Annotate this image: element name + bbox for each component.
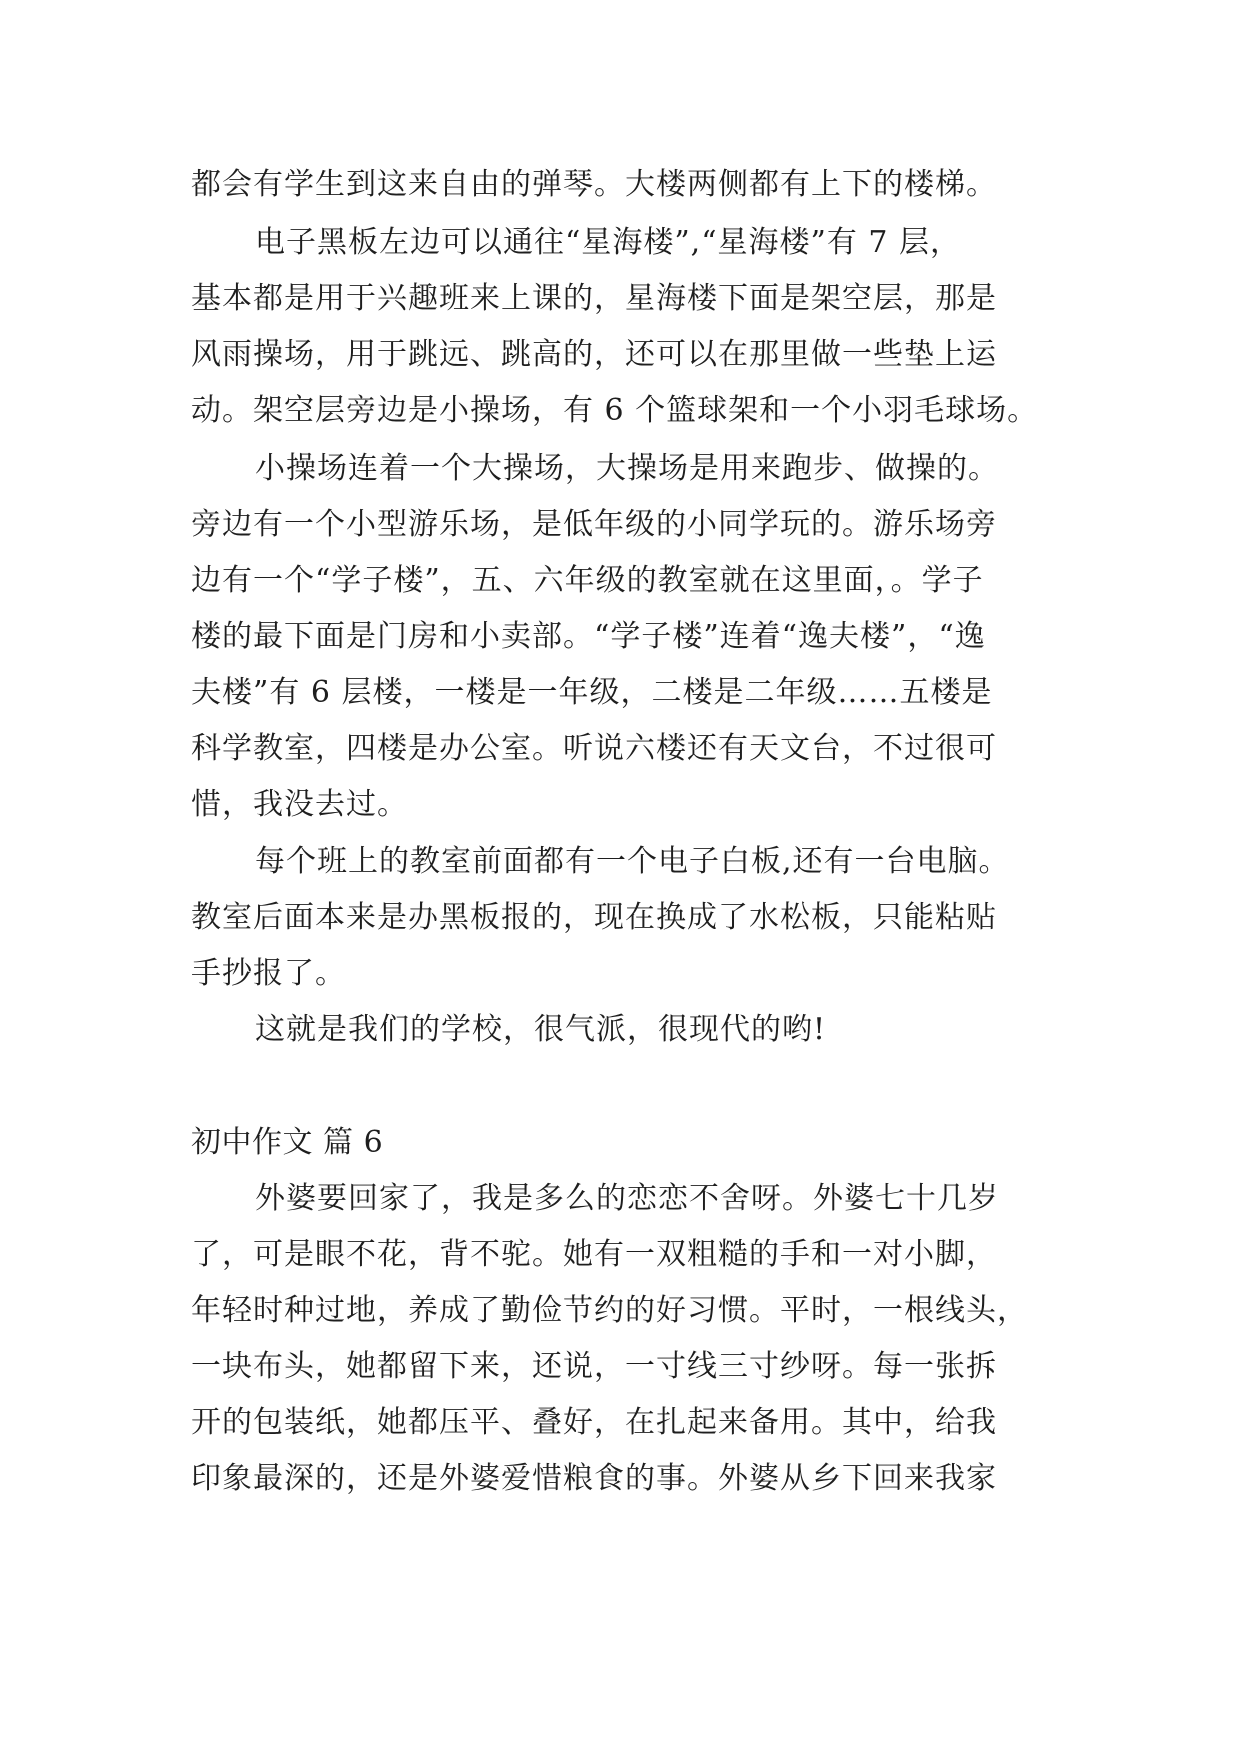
text-line: 惜，我没去过。 xyxy=(191,787,408,822)
paragraph-first-line: 每个班上的教室前面都有一个电子白板,还有一台电脑。 xyxy=(255,844,1010,879)
text-line: 一块布头，她都留下来，还说，一寸线三寸纱呀。每一张拆 xyxy=(191,1349,997,1384)
text-line: 教室后面本来是办黑板报的，现在换成了水松板，只能粘贴 xyxy=(191,900,997,935)
text-line: 开的包装纸，她都压平、叠好，在扎起来备用。其中，给我 xyxy=(191,1405,997,1440)
text-line: 夫楼”有 6 层楼，一楼是一年级，二楼是二年级……五楼是 xyxy=(191,675,993,710)
text-line: 风雨操场，用于跳远、跳高的，还可以在那里做一些垫上运 xyxy=(191,337,997,372)
paragraph-first-line: 小操场连着一个大操场，大操场是用来跑步、做操的。 xyxy=(255,451,999,486)
text-line: 基本都是用于兴趣班来上课的，星海楼下面是架空层，那是 xyxy=(191,281,997,316)
text-line: 旁边有一个小型游乐场，是低年级的小同学玩的。游乐场旁 xyxy=(191,507,997,542)
text-line: 了，可是眼不花，背不驼。她有一双粗糙的手和一对小脚， xyxy=(191,1237,997,1272)
text-line: 科学教室，四楼是办公室。听说六楼还有天文台，不过很可 xyxy=(191,731,997,766)
text-line: 动。架空层旁边是小操场，有 6 个篮球架和一个小羽毛球场。 xyxy=(191,393,1039,428)
text-line: 年轻时种过地，养成了勤俭节约的好习惯。平时，一根线头， xyxy=(191,1293,1028,1328)
section-heading: 初中作文 篇 6 xyxy=(191,1125,384,1160)
text-line: 印象最深的，还是外婆爱惜粮食的事。外婆从乡下回来我家 xyxy=(191,1461,997,1496)
text-line: 边有一个“学子楼”，五、六年级的教室就在这里面，。学子 xyxy=(191,563,984,598)
paragraph-first-line: 这就是我们的学校，很气派，很现代的哟! xyxy=(255,1012,827,1047)
text-line: 手抄报了。 xyxy=(191,956,346,991)
text-line: 楼的最下面是门房和小卖部。“学子楼”连着“逸夫楼”，“逸 xyxy=(191,619,986,654)
text-line: 都会有学生到这来自由的弹琴。大楼两侧都有上下的楼梯。 xyxy=(191,167,997,202)
paragraph-first-line: 电子黑板左边可以通往“星海楼”,“星海楼”有 7 层， xyxy=(255,225,962,260)
paragraph-first-line: 外婆要回家了，我是多么的恋恋不舍呀。外婆七十几岁 xyxy=(255,1181,999,1216)
